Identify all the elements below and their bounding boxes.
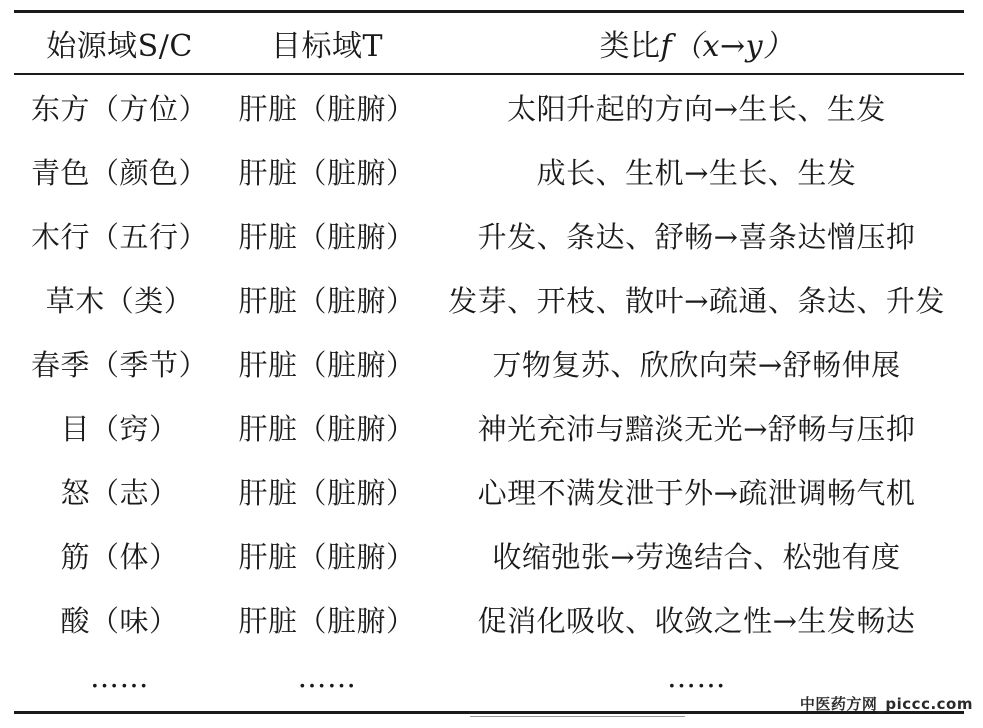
source-domain-cell: 筋（体） xyxy=(60,539,179,574)
header-analogy-label: 类比 xyxy=(599,29,661,64)
table-header xyxy=(14,12,964,74)
target-domain-cell: 肝脏（脏腑） xyxy=(238,219,416,254)
cropped-caption-fragment xyxy=(470,716,685,727)
table-row xyxy=(14,523,964,587)
header-analogy xyxy=(429,12,964,74)
analogy-cell: 收缩弛张→劳逸结合、松弛有度 xyxy=(492,539,901,574)
table-row xyxy=(14,459,964,523)
target-domain-cell: 肝脏（脏腑） xyxy=(238,283,416,318)
source-domain-cell: 东方（方位） xyxy=(30,91,208,126)
table-row xyxy=(14,139,964,203)
analogy-cell: 促消化吸收、收敛之性→生发畅达 xyxy=(477,603,916,638)
table-row xyxy=(14,331,964,395)
analogy-cell: 太阳升起的方向→生长、生发 xyxy=(507,91,886,126)
target-domain-cell: 肝脏（脏腑） xyxy=(238,411,416,446)
header-analogy-formula: f（x→y） xyxy=(660,29,794,64)
source-domain-cell: …… xyxy=(90,660,149,694)
table-row xyxy=(14,75,964,139)
source-domain-cell: 青色（颜色） xyxy=(30,155,208,190)
table-row xyxy=(14,203,964,267)
analogy-cell: 成长、生机→生长、生发 xyxy=(536,155,857,190)
source-domain-cell: 酸（味） xyxy=(60,603,179,638)
target-domain-cell: 肝脏（脏腑） xyxy=(238,155,416,190)
target-domain-cell: …… xyxy=(297,660,357,694)
source-domain-cell: 目（窍） xyxy=(60,411,179,446)
source-domain-cell: 木行（五行） xyxy=(30,219,208,254)
target-domain-cell: 肝脏（脏腑） xyxy=(238,347,416,382)
source-domain-cell: 春季（季节） xyxy=(30,347,208,382)
target-domain-cell: 肝脏（脏腑） xyxy=(238,91,416,126)
target-domain-cell: 肝脏（脏腑） xyxy=(238,475,416,510)
header-target-domain: 目标域T xyxy=(270,29,383,64)
source-domain-cell: 怒（志） xyxy=(60,475,179,510)
analogy-cell: 万物复苏、欣欣向荣→舒畅伸展 xyxy=(492,347,901,382)
target-domain-cell: 肝脏（脏腑） xyxy=(238,603,416,638)
analogy-cell: 心理不满发泄于外→疏泄调畅气机 xyxy=(477,475,916,510)
table-row xyxy=(14,267,964,331)
target-domain-cell: 肝脏（脏腑） xyxy=(238,539,416,574)
analogy-cell: 升发、条达、舒畅→喜条达憎压抑 xyxy=(477,219,916,254)
source-domain-cell: 草木（类） xyxy=(45,283,194,318)
table-row xyxy=(14,587,964,651)
table-row xyxy=(14,395,964,459)
analogy-cell: …… xyxy=(667,660,726,694)
analogy-cell: 发芽、开枝、散叶→疏通、条达、升发 xyxy=(448,283,945,318)
site-watermark: 中医药方网_piccc.com xyxy=(799,695,973,713)
analogy-cell: 神光充沛与黯淡无光→舒畅与压抑 xyxy=(477,411,916,446)
header-source-domain: 始源域S/C xyxy=(46,29,193,64)
